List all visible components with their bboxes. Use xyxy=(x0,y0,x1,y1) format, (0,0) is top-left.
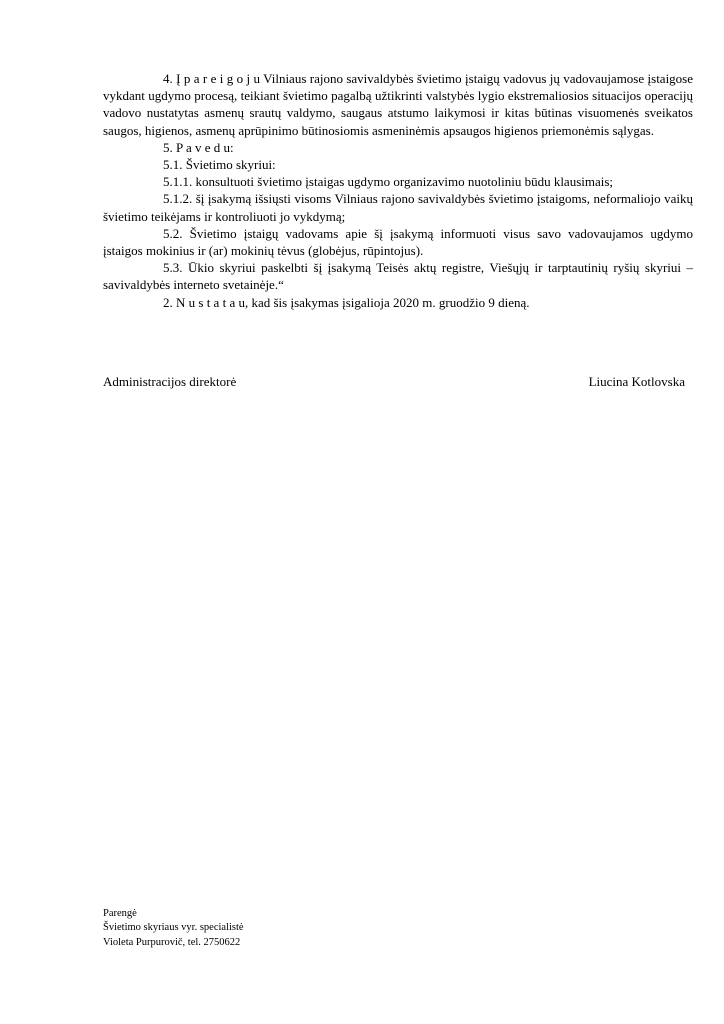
prepared-by-contact: Violeta Purpurovič, tel. 2750622 xyxy=(103,936,241,948)
paragraph-4-text: Vilniaus rajono savivaldybės švietimo įstaigų vadovus jų vadovaujamose įstaigose vykdant ugdymo procesą, teikiant švietimo pagalbą užtikrinti valstybės lygio ekstremaliosios situacijos operacijų vadovo nustatytas asmenų srautų valdymo, saugaus atstumo laikymosi ir kitas būtinas visuomenės sveikatos saugos, higienos, asmenų aprūpinimo būtinosiomis asmeninėmis apsaugos higienos priemonėmis sąlygas. xyxy=(103,71,694,138)
paragraph-5-1-2: 5.1.2. šį įsakymą išsiųsti visoms Vilniaus rajono savivaldybės švietimo įstaigoms, neformaliojo vaikų švietimo teikėjams ir kontroliuoti jo vykdymą; xyxy=(103,191,693,224)
signature-block xyxy=(103,373,685,390)
paragraph-5-3: 5.3. Ūkio skyriui paskelbti šį įsakymą Teisės aktų registre, Viešųjų ir tarptautinių ryšių skyriui – savivaldybės interneto svetainėje.“ xyxy=(103,260,693,293)
paragraph-5-1-1: 5.1.1. konsultuoti švietimo įstaigas ugdymo organizavimo nuotoliniu būdu klausimais; xyxy=(163,174,614,190)
paragraph-5 xyxy=(103,139,693,156)
prepared-by-role: Švietimo skyriaus vyr. specialistė xyxy=(103,922,244,934)
paragraph-4 xyxy=(103,70,693,139)
paragraph-5-text: : xyxy=(230,139,234,155)
prepared-by-block xyxy=(103,907,244,950)
paragraph-2-text: , kad šis įsakymas įsigalioja 2020 m. gruodžio 9 dieną. xyxy=(244,294,530,310)
paragraph-2 xyxy=(103,294,693,311)
paragraph-5-1: 5.1. Švietimo skyriui: xyxy=(163,157,276,173)
signatory-position: Administracijos direktorė xyxy=(103,374,237,389)
paragraph-5-keyword: 5. P a v e d u xyxy=(163,139,231,155)
document-body xyxy=(103,70,693,311)
prepared-by-label: Parengė xyxy=(103,908,137,919)
paragraph-5-2: 5.2. Švietimo įstaigų vadovams apie šį įsakymą informuoti visus savo vadovaujamos ugdymo įstaigos mokinius ir (ar) mokinių tėvus (globėjus, rūpintojus). xyxy=(103,225,693,259)
signatory-name: Liucina Kotlovska xyxy=(588,374,685,389)
paragraph-4-keyword: 4. Į p a r e i g o j u xyxy=(163,71,260,86)
paragraph-2-keyword: 2. N u s t a t a u xyxy=(163,294,245,310)
